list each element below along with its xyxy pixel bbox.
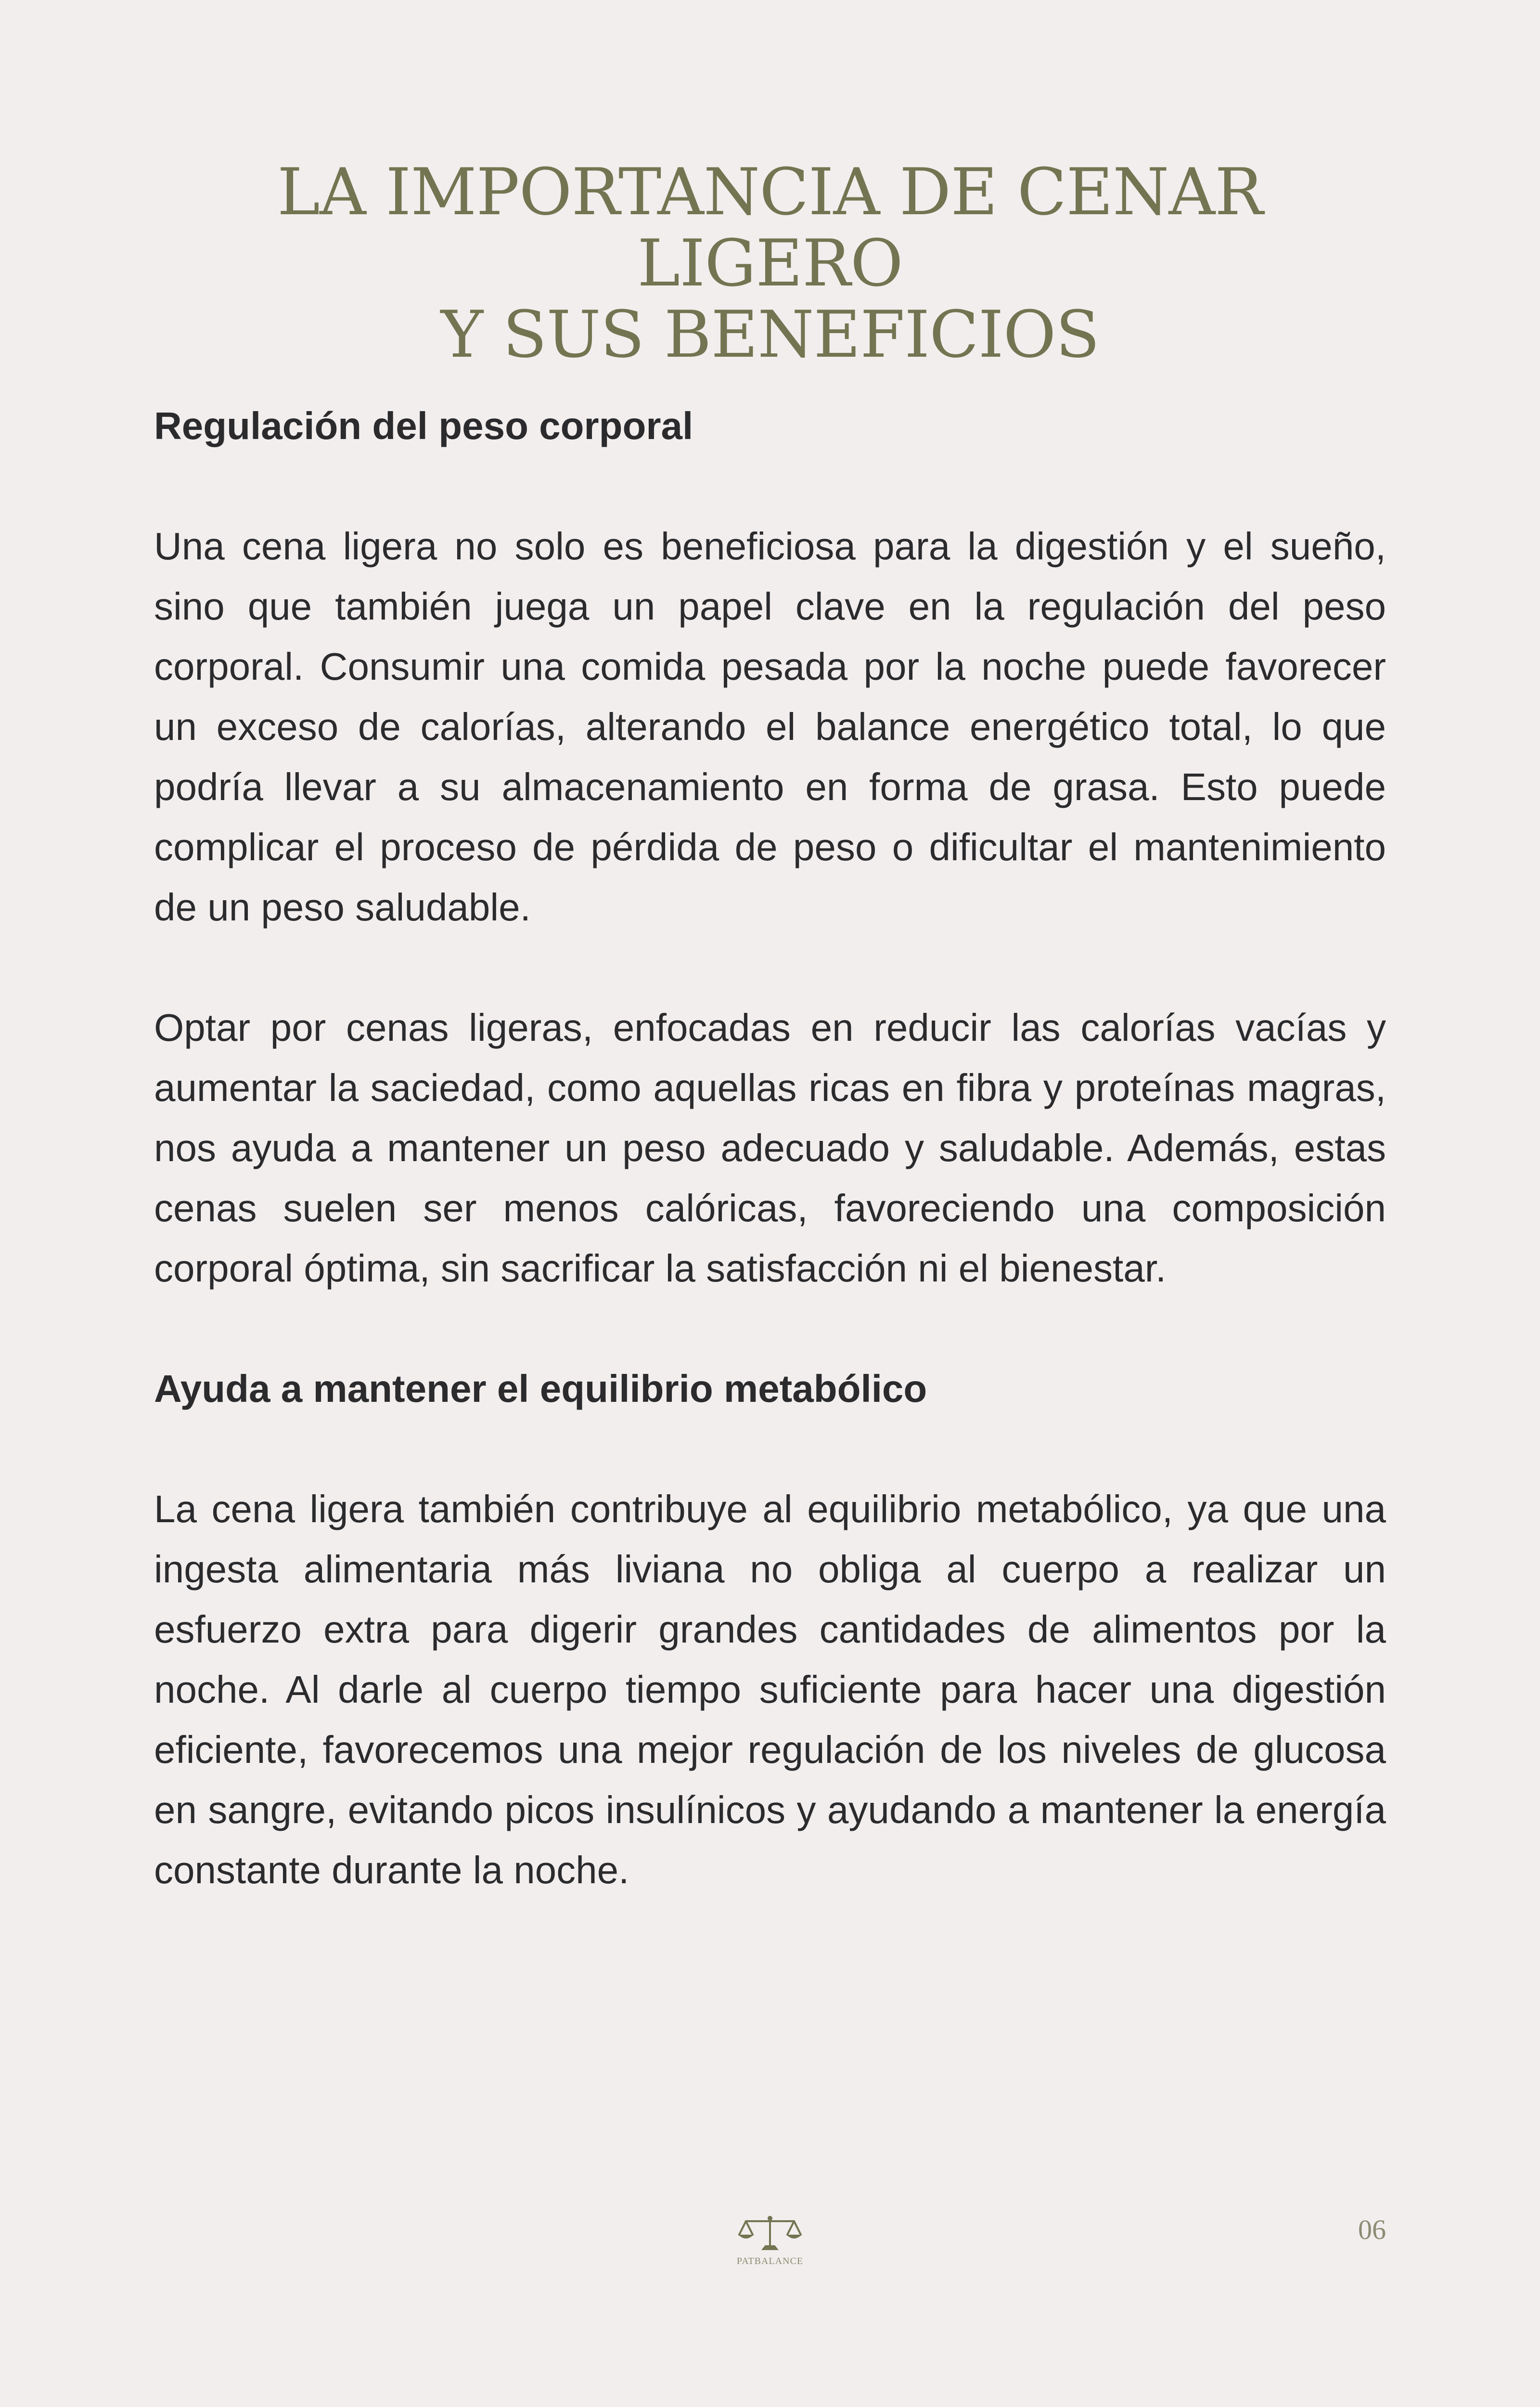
page-number: 06 bbox=[1358, 2214, 1386, 2245]
balance-scale-icon bbox=[736, 2214, 804, 2253]
paragraph-metabolic-balance-1: La cena ligera también contribuye al equilibrio metabólico, ya que una ingesta alimentaria más liviana no obliga al cuerpo a realizar un esfuerzo extra para digerir grandes cantidades de alimentos por la noche. Al darle al cuerpo tiempo suficiente para hacer una digestión eficiente, favorecemos una mejor regulación de los niveles de glucosa en sangre, evitando picos insulínicos y ayudando a mantener la energía constante durante la noche. bbox=[154, 1488, 1386, 1891]
page-title bbox=[154, 156, 1386, 370]
section-heading-weight-regulation: Regulación del peso corporal bbox=[154, 404, 693, 447]
article-body bbox=[154, 396, 1386, 1900]
paragraph-weight-regulation-2: Optar por cenas ligeras, enfocadas en reducir las calorías vacías y aumentar la saciedad, como aquellas ricas en fibra y proteínas magras, nos ayuda a mantener un peso adecuado y saludable. Además, estas cenas suelen ser menos calóricas, favoreciendo una composición corporal óptima, sin sacrificar la satisfacción ni el bienestar. bbox=[154, 1006, 1386, 1290]
section-heading-metabolic-balance: Ayuda a mantener el equilibrio metabólico bbox=[154, 1367, 927, 1410]
spacer bbox=[154, 1298, 1386, 1359]
page-title-line-1: LA IMPORTANCIA DE CENAR LIGERO bbox=[277, 155, 1263, 301]
spacer bbox=[154, 456, 1386, 516]
brand-logo bbox=[722, 2214, 818, 2267]
brand-logo-text: PATBALANCE bbox=[736, 2256, 804, 2266]
spacer bbox=[154, 937, 1386, 997]
paragraph-weight-regulation-1: Una cena ligera no solo es beneficiosa para la digestión y el sueño, sino que también juega un papel clave en la regulación del peso corporal. Consumir una comida pesada por la noche puede favorecer un exceso de calorías, alterando el balance energético total, lo que podría llevar a su almacenamiento en forma de grasa. Esto puede complicar el proceso de pérdida de peso o dificultar el mantenimiento de un peso saludable. bbox=[154, 525, 1386, 929]
spacer bbox=[154, 1419, 1386, 1479]
page-title-line-2: Y SUS BENEFICIOS bbox=[440, 297, 1100, 372]
